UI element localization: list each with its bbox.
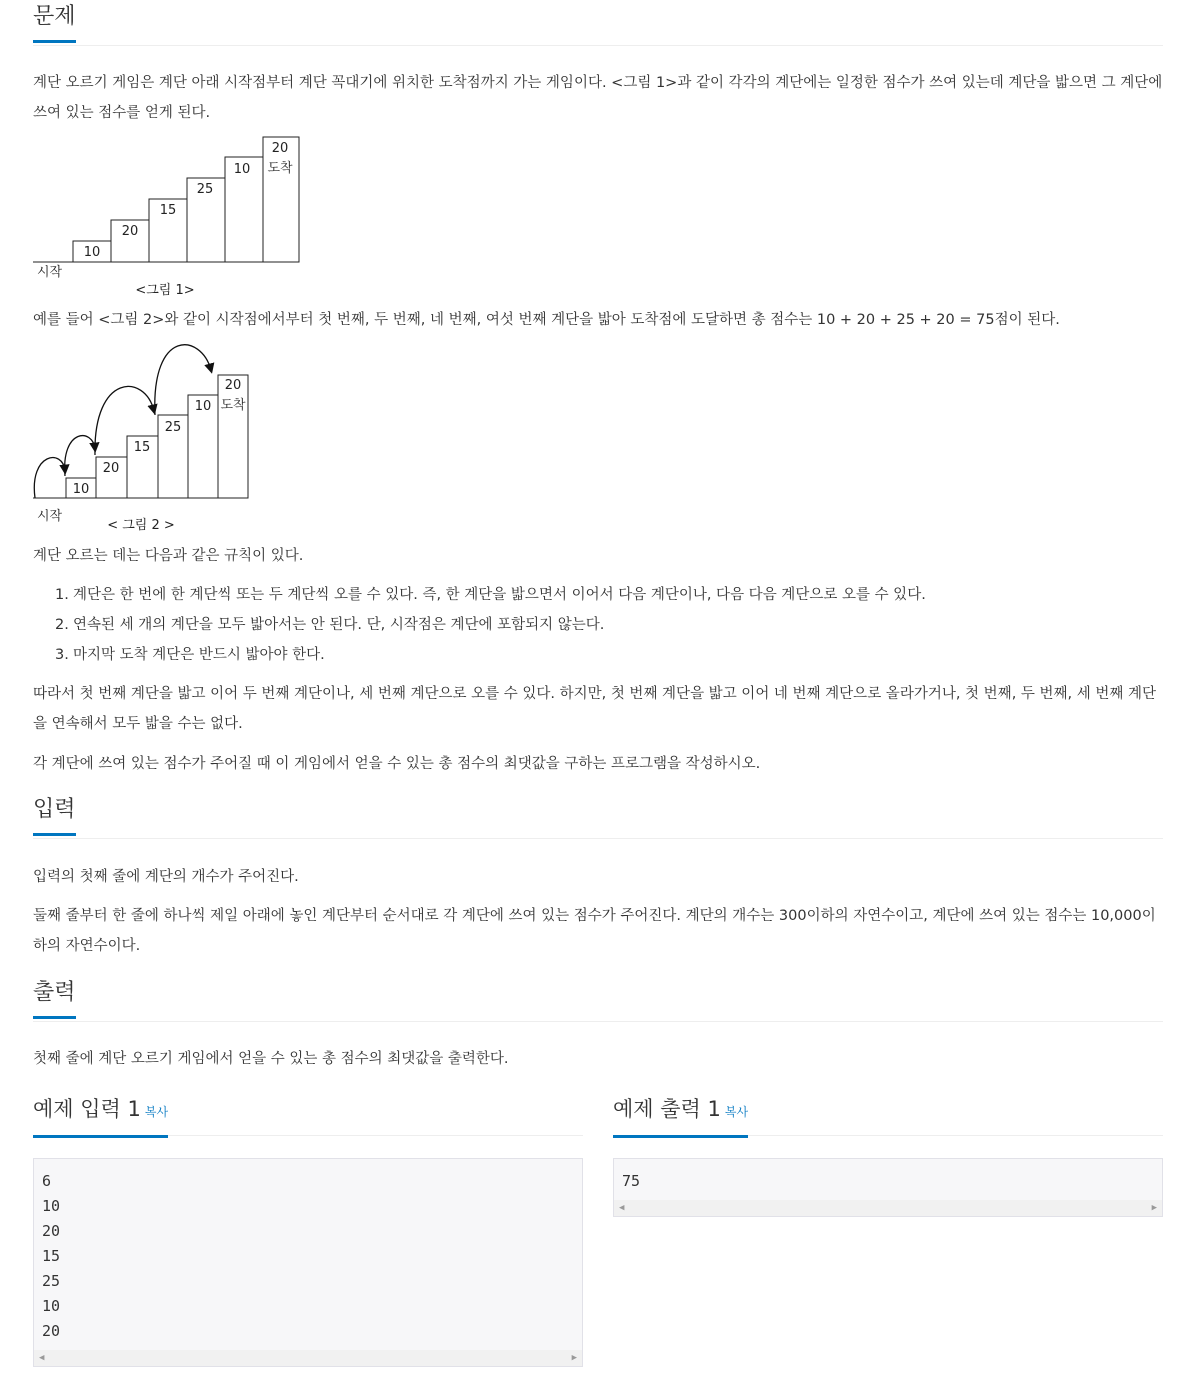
fig2-step-2: 20 bbox=[102, 461, 120, 476]
output-title: 출력 bbox=[33, 978, 76, 1019]
fig2-caption: < 그림 2 > bbox=[107, 518, 175, 533]
fig1-step-5: 10 bbox=[233, 162, 251, 177]
sample-input-line: 20 bbox=[42, 1322, 61, 1340]
sample-input-box[interactable] bbox=[33, 1158, 583, 1367]
example-text: 예를 들어 <그림 2>와 같이 시작점에서부터 첫 번째, 두 번째, 네 번째, 여섯 번째 계단을 밟아 도착점에 도달하면 총 점수는 10 + 20 + 25 + 20 = 75점이 된다. bbox=[33, 312, 1060, 328]
rule-text: 마지막 도착 계단은 반드시 밟아야 한다. bbox=[73, 647, 325, 663]
fig2-step-6: 20 bbox=[224, 378, 242, 393]
sample-input-line: 10 bbox=[42, 1297, 61, 1315]
sample-input-title-text: 예제 입력 1 bbox=[33, 1097, 141, 1121]
scroll-right-icon[interactable]: ▶ bbox=[571, 1353, 577, 1363]
sample-input-scrollbar[interactable] bbox=[34, 1350, 582, 1366]
fig1-step-4: 25 bbox=[196, 182, 214, 197]
problem-intro: 계단 오르기 게임은 계단 아래 시작점부터 계단 꼭대기에 위치한 도착점까지 가는 게임이다. <그림 1>과 같이 각각의 계단에는 일정한 점수가 쓰여 있는데 계단을 밟으면 그 계단에 쓰여 있는 점수를 얻게 된다. bbox=[33, 75, 1163, 121]
sample-output-line: 75 bbox=[622, 1172, 641, 1190]
input-line-2: 둘째 줄부터 한 줄에 하나씩 제일 아래에 놓인 계단부터 순서대로 각 계단에 쓰여 있는 점수가 주어진다. 계단의 개수는 300이하의 자연수이고, 계단에 쓰여 있는 점수는 10,000이하의 자연수이다. bbox=[33, 908, 1156, 954]
rule-text: 연속된 세 개의 계단을 모두 밟아서는 안 된다. 단, 시작점은 계단에 포함되지 않는다. bbox=[73, 617, 605, 633]
task-text: 각 계단에 쓰여 있는 점수가 주어질 때 이 게임에서 얻을 수 있는 총 점수의 최댓값을 구하는 프로그램을 작성하시오. bbox=[33, 756, 761, 772]
input-section-header bbox=[33, 793, 1163, 839]
problem-title: 문제 bbox=[33, 2, 76, 43]
sample-input-title bbox=[33, 1094, 168, 1138]
sample-output-header bbox=[613, 1092, 1163, 1136]
sample-input-header bbox=[33, 1092, 583, 1136]
rule-item bbox=[55, 640, 1133, 670]
rule-number: 1. bbox=[55, 587, 69, 603]
explanation: 따라서 첫 번째 계단을 밟고 이어 두 번째 계단이나, 세 번째 계단으로 오를 수 있다. 하지만, 첫 번째 계단을 밟고 이어 네 번째 계단으로 올라가거나, 첫 번째, 두 번째, 세 번째 계단을 연속해서 모두 밟을 수는 없다. bbox=[33, 686, 1157, 732]
fig1-step-3: 15 bbox=[159, 203, 177, 218]
fig1-step-2: 20 bbox=[121, 224, 139, 239]
scroll-left-icon[interactable]: ◀ bbox=[39, 1353, 45, 1363]
input-line-1: 입력의 첫째 줄에 계단의 개수가 주어진다. bbox=[33, 869, 299, 885]
problem-section-header bbox=[33, 0, 1163, 46]
rules-intro: 계단 오르는 데는 다음과 같은 규칙이 있다. bbox=[33, 548, 304, 564]
sample-input-line: 6 bbox=[42, 1172, 52, 1190]
fig2-step-4: 25 bbox=[164, 420, 182, 435]
sample-input-line: 20 bbox=[42, 1222, 61, 1240]
fig2-start-label: 시작 bbox=[37, 509, 63, 524]
rules-list bbox=[33, 580, 1133, 670]
rule-text: 계단은 한 번에 한 계단씩 또는 두 계단씩 오를 수 있다. 즉, 한 계단을 밟으면서 이어서 다음 계단이나, 다음 다음 계단으로 오를 수 있다. bbox=[73, 587, 926, 603]
fig2-end-label: 도착 bbox=[220, 398, 246, 413]
rule-number: 3. bbox=[55, 647, 69, 663]
figure-2-staircase bbox=[33, 343, 258, 538]
copy-input-button[interactable]: 복사 bbox=[144, 1105, 169, 1119]
fig1-step-1: 10 bbox=[83, 245, 101, 260]
scroll-right-icon[interactable]: ▶ bbox=[1151, 1203, 1157, 1213]
scroll-left-icon[interactable]: ◀ bbox=[619, 1203, 625, 1213]
fig1-end-label: 도착 bbox=[267, 161, 293, 176]
sample-input-content bbox=[34, 1159, 582, 1350]
fig2-step-1: 10 bbox=[72, 482, 90, 497]
fig1-caption: <그림 1> bbox=[135, 283, 195, 298]
sample-input-line: 10 bbox=[42, 1197, 61, 1215]
output-line-1: 첫째 줄에 계단 오르기 게임에서 얻을 수 있는 총 점수의 최댓값을 출력한다. bbox=[33, 1051, 509, 1067]
sample-output-box[interactable] bbox=[613, 1158, 1163, 1217]
input-title: 입력 bbox=[33, 795, 76, 836]
sample-input-line: 15 bbox=[42, 1247, 61, 1265]
figure-1-staircase bbox=[33, 136, 308, 302]
fig2-step-3: 15 bbox=[133, 440, 151, 455]
copy-output-button[interactable]: 복사 bbox=[724, 1105, 749, 1119]
rule-item bbox=[55, 610, 1133, 640]
output-section-header bbox=[33, 976, 1163, 1022]
rule-item bbox=[55, 580, 1133, 610]
fig1-step-6: 20 bbox=[271, 141, 289, 156]
sample-output-title bbox=[613, 1094, 748, 1138]
sample-output-scrollbar[interactable] bbox=[614, 1200, 1162, 1216]
sample-output-title-text: 예제 출력 1 bbox=[613, 1097, 721, 1121]
fig1-start-label: 시작 bbox=[37, 265, 63, 280]
sample-output-content bbox=[614, 1159, 1162, 1200]
sample-input-line: 25 bbox=[42, 1272, 61, 1290]
rule-number: 2. bbox=[55, 617, 69, 633]
fig2-step-5: 10 bbox=[194, 399, 212, 414]
